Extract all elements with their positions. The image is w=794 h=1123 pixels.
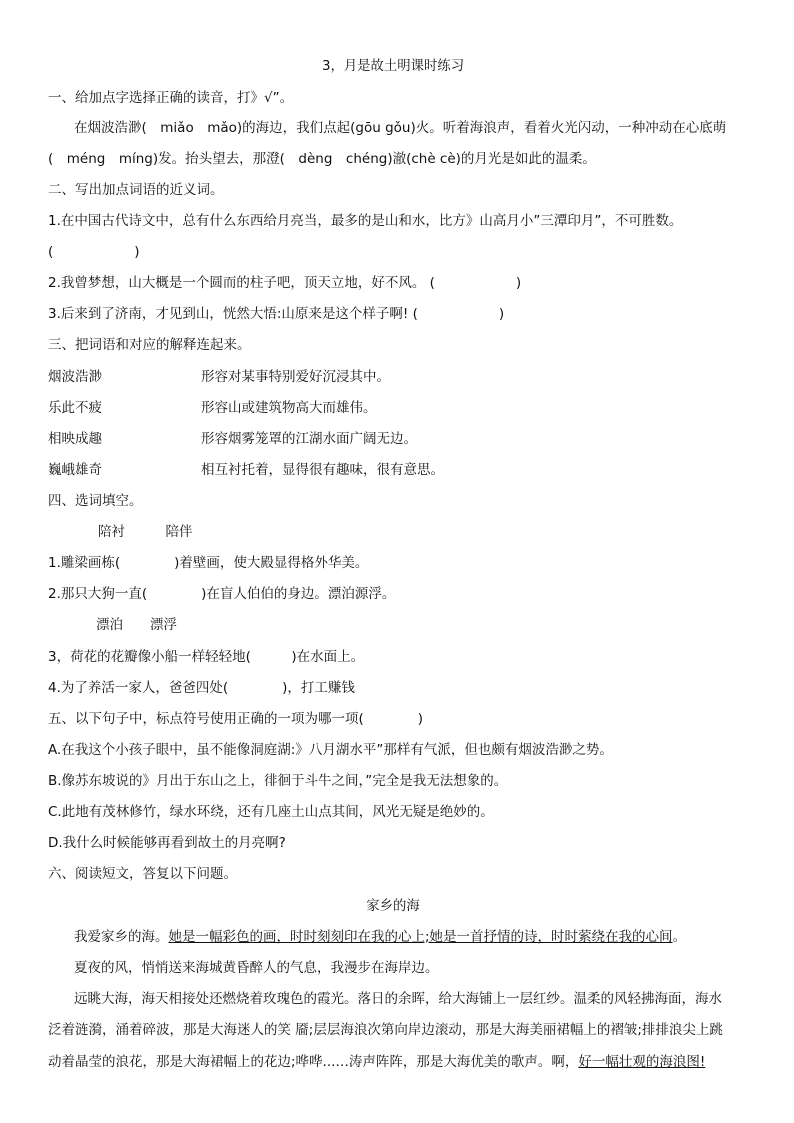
q2-item3: 3.后来到了济南，才见到山，恍然大悟:山原来是这个样子啊! ( ): [48, 306, 505, 322]
passage-p3-line3-text: 动着晶莹的浪花，那是大海裙幅上的花边;哗哗...…涛声阵阵，那是大海优美的歌声。啊，: [48, 1054, 579, 1070]
passage-p3-line3: [48, 1053, 705, 1071]
q5-heading: 五、以下句子中，标点符号使用正确的一项为哪一项( ): [48, 711, 424, 727]
q5-option-b: B.像苏东坡说的》月出于东山之上，徘徊于斗牛之间，”完全是我无法想象的。: [48, 773, 508, 789]
q2-item2: 2.我曾梦想，山大概是一个圆而的柱子吧，顶天立地，好不风。 ( ): [48, 275, 522, 291]
q3-meaning: 形容烟雾笼罩的江湖水面广阔无边。: [201, 431, 417, 447]
q1-line1: 在烟波浩渺( miǎo mǎo)的海边，我们点起(gōu gǒu)火。听着海浪声，看着火光闪动，一种冲动在心底萌: [74, 120, 727, 136]
q4-item1: 1.雕梁画栋( )着壁画，使大殿显得格外华美。: [48, 555, 369, 571]
q3-word: 烟波浩渺: [48, 369, 102, 385]
passage-p1-text: 我爱家乡的海。: [74, 929, 169, 945]
passage-p1-end: 。: [672, 929, 687, 945]
q3-word: 乐此不疲: [48, 400, 102, 416]
q3-heading: 三、把词语和对应的解释连起来。: [48, 337, 251, 353]
q6-heading: 六、阅读短文，答复以下问题。: [48, 866, 237, 882]
passage-p1-underlined: 她是一幅彩色的画，时时刻刻印在我的心上;她是一首抒情的诗，时时萦绕在我的心间: [168, 929, 673, 945]
q4-heading: 四、选词填空。: [48, 493, 143, 509]
q4-choices-1: 陪衬 陪伴: [98, 524, 193, 540]
q3-meaning: 相互衬托着，显得很有趣味，很有意思。: [201, 462, 444, 478]
q4-choices-2: 漂泊 漂浮: [96, 617, 177, 633]
q4-item2: 2.那只大狗一直( )在盲人伯伯的身边。漂泊源浮。: [48, 586, 396, 602]
q2-item1b: ( ): [48, 244, 140, 260]
passage-p2: 夏夜的风，悄悄送来海城黄昏醉人的气息，我漫步在海岸边。: [74, 960, 439, 976]
passage-p3-line1: 远眺大海，海天相接处还燃烧着玫瑰色的霞光。落日的余晖，给大海铺上一层红纱。温柔的风轻拂海面，海水: [74, 991, 722, 1007]
q2-heading: 二、写出加点词语的近义词。: [48, 182, 224, 198]
q5-option-d: D.我什么时候能够再看到故土的月亮啊?: [48, 835, 286, 851]
q5-option-c: C.此地有茂林修竹，绿水环绕，还有几座土山点其间，风光无疑是绝妙的。: [48, 804, 494, 820]
page-title: 3，月是故土明课时练习: [321, 58, 465, 74]
q3-word: 巍峨雄奇: [48, 462, 102, 478]
q3-meaning: 形容对某事特别爱好沉浸其中。: [201, 369, 390, 385]
q3-meaning: 形容山或建筑物高大而雄伟。: [201, 400, 377, 416]
q3-word: 相映成趣: [48, 431, 102, 447]
q4-item4: 4.为了养活一家人，爸爸四处( )，打工赚钱: [48, 680, 355, 696]
q2-item1a: 1.在中国古代诗文中，总有什么东西给月亮当，最多的是山和水，比方》山高月小”三潭印月”，不可胜数。: [48, 213, 683, 229]
passage-p3-underlined: 好一幅壮观的海浪图!: [578, 1054, 706, 1070]
q1-heading: 一、给加点字选择正确的读音，打》√”。: [48, 90, 294, 106]
q1-line2: ( méng míng)发。抬头望去，那澄( dèng chéng)澈(chè cè)的月光是如此的温柔。: [48, 151, 596, 167]
passage-p3-line2: 泛着涟漪，涌着碎波，那是大海迷人的笑 靥;层层海浪次第向岸边滚动，那是大海美丽裙幅上的褶皱;排排浪尖上跳: [48, 1022, 723, 1038]
q4-item3: 3，荷花的花瓣像小船一样轻轻地( )在水面上。: [48, 649, 365, 665]
q5-option-a: A.在我这个小孩子眼中，虽不能像洞庭湖:》八月湖水平”那样有气派，但也颇有烟波浩渺之势。: [48, 742, 613, 758]
passage-p1: [74, 928, 686, 946]
passage-title: 家乡的海: [366, 898, 420, 914]
